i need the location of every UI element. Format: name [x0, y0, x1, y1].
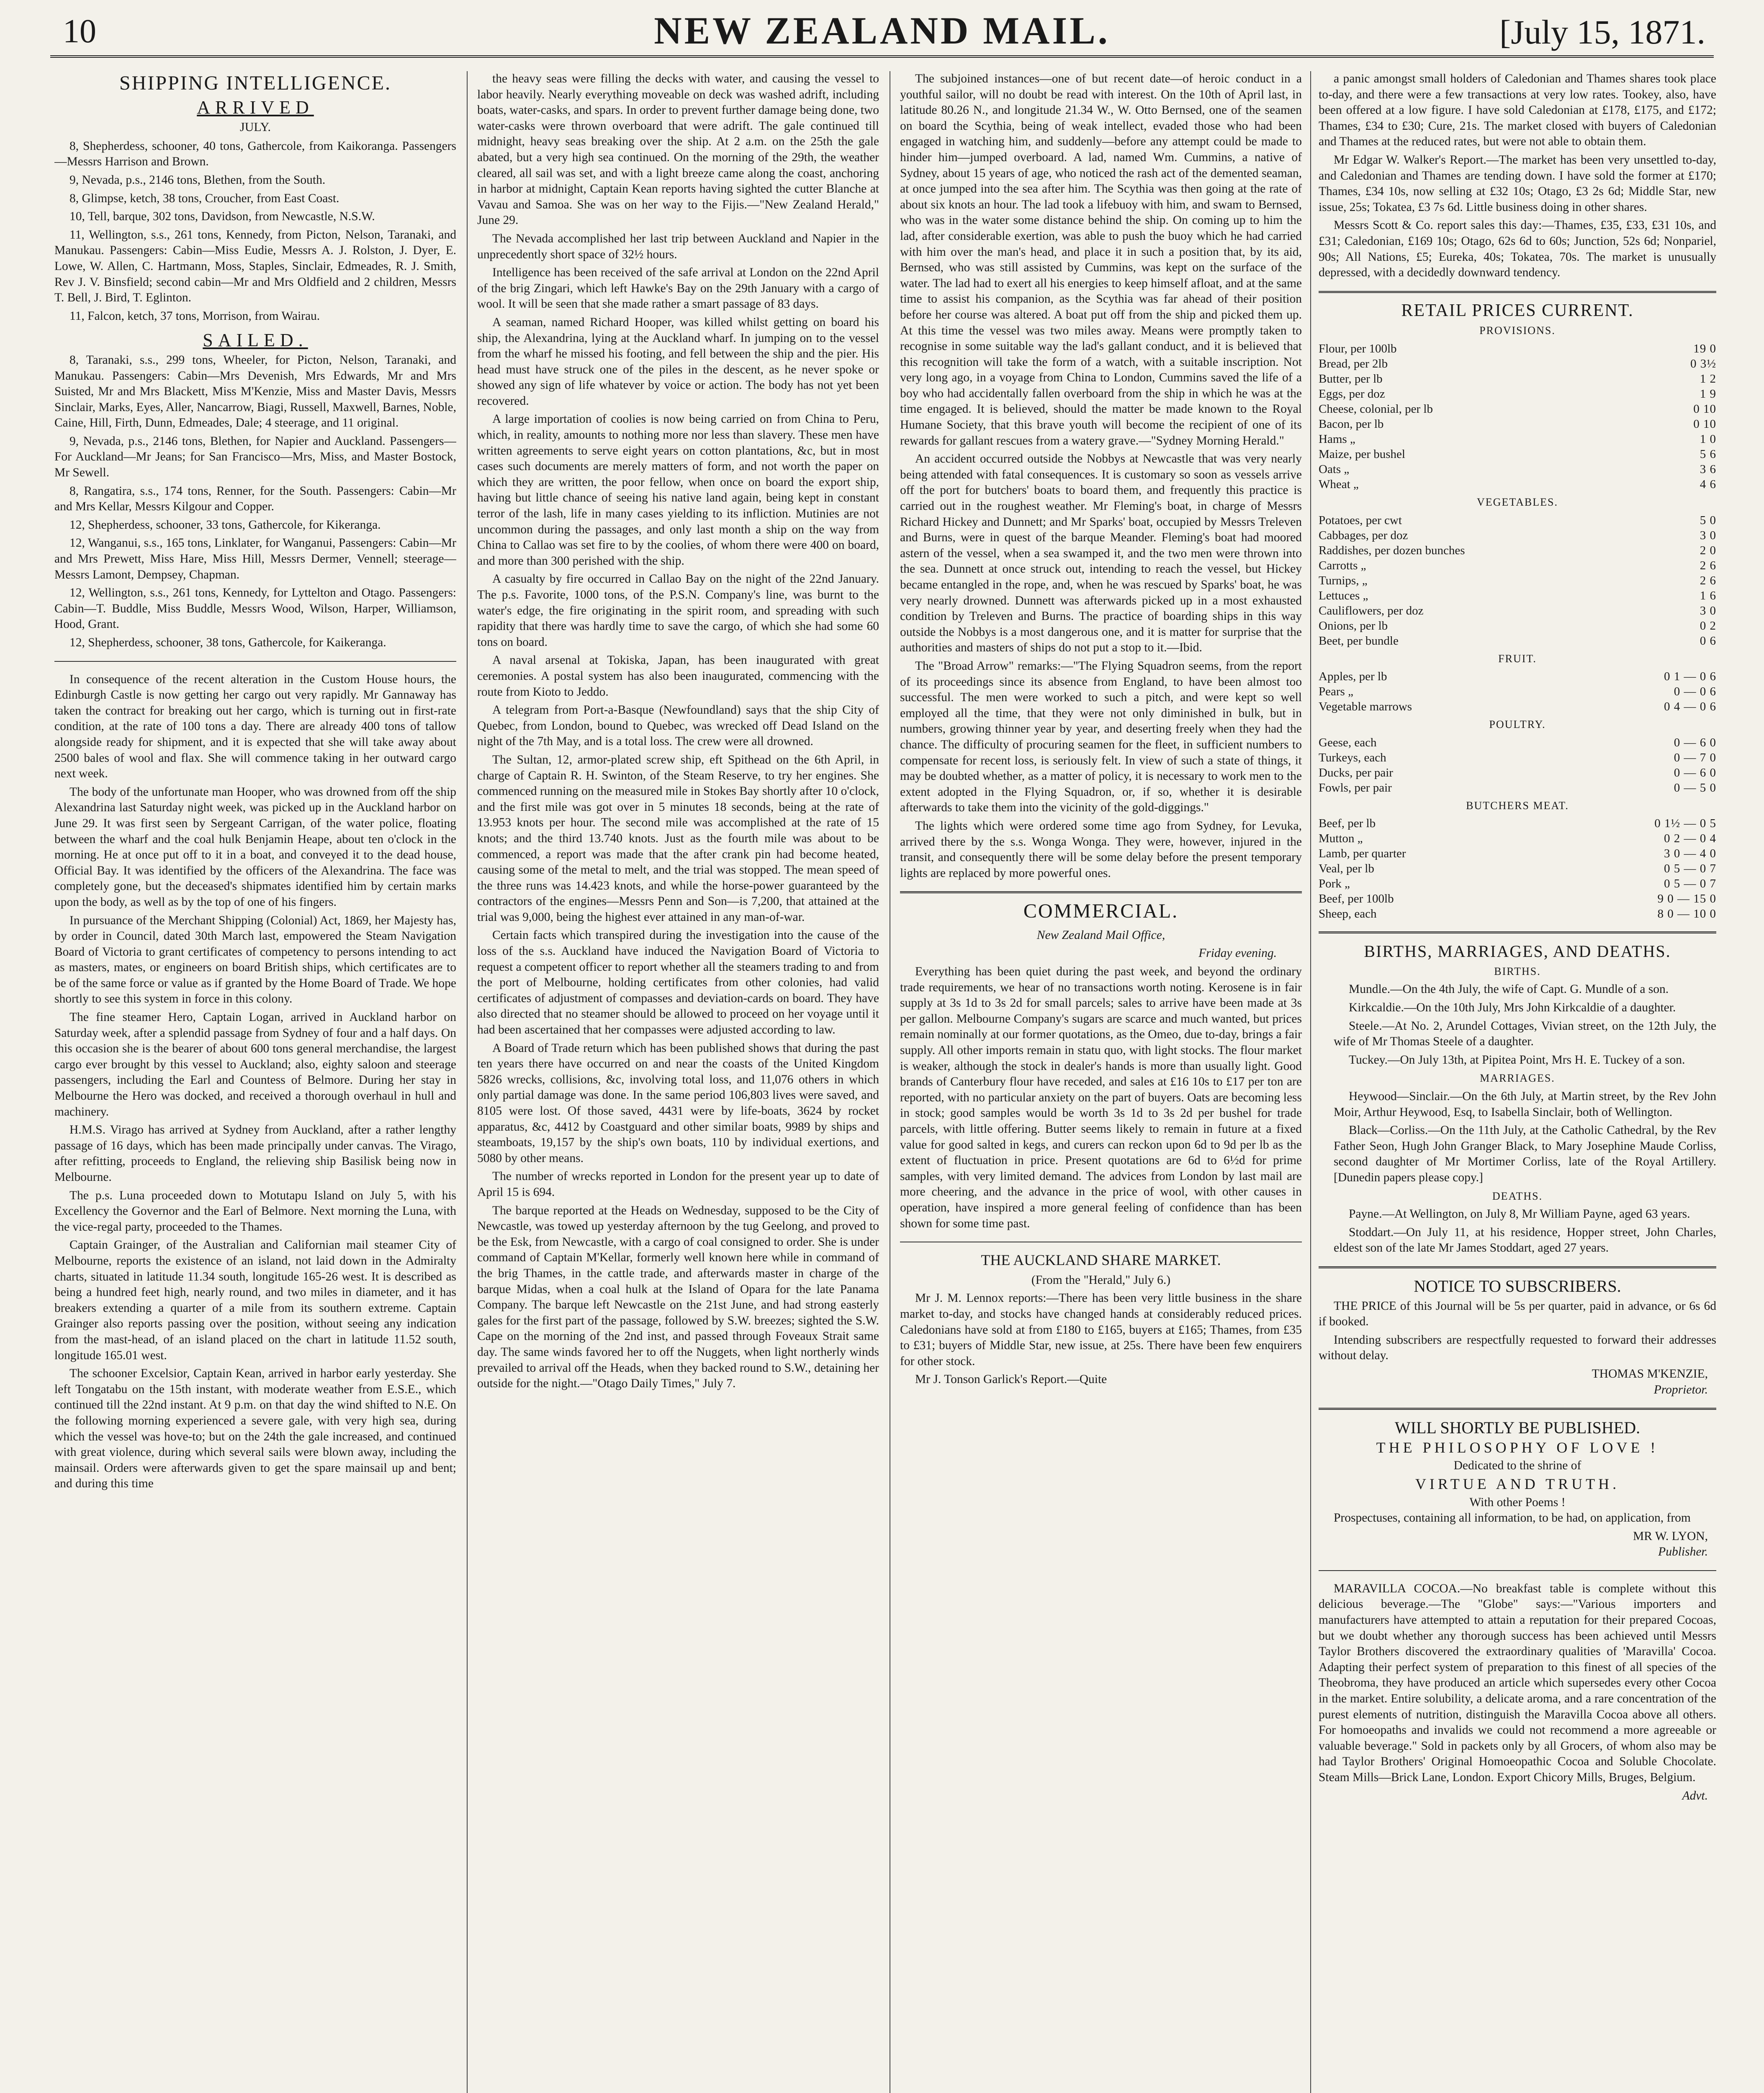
retail-row [1319, 891, 1716, 906]
retail-price: 9 0 — 15 0 [1657, 892, 1716, 906]
retail-item: Mutton „ [1319, 832, 1363, 846]
retail-row [1319, 816, 1716, 831]
divider [1319, 1570, 1716, 1571]
publish-line-2: Dedicated to the shrine of [1453, 1459, 1581, 1473]
retail-price: 1 2 [1700, 372, 1716, 386]
publish-name: MR W. LYON, [1633, 1529, 1708, 1543]
bmd-category: DEATHS. [1492, 1190, 1543, 1202]
arrival-entry: 8, Shepherdess, schooner, 40 tons, Gathercole, from Kaikoranga. Passengers—Messrs Harrison and Brown. [54, 139, 456, 169]
retail-price: 0 2 — 0 4 [1664, 832, 1716, 846]
sailing-entry: 8, Rangatira, s.s., 174 tons, Renner, for the South. Passengers: Cabin—Mr and Mrs Kellar, Messrs Kilgour and Copper. [54, 484, 456, 514]
bmd-title: BIRTHS, MARRIAGES, AND DEATHS. [1364, 942, 1671, 961]
retail-prices-title: RETAIL PRICES CURRENT. [1401, 301, 1634, 320]
shipping-title: SHIPPING INTELLIGENCE. [119, 72, 391, 94]
retail-price-table [1319, 323, 1716, 921]
divider [1319, 931, 1716, 933]
sailing-entry: 12, Wellington, s.s., 261 tons, Kennedy, for Lyttelton and Otago. Passengers: Cabin—T. Buddle, Miss Buddle, Messrs Wood, Wilson, Harper, Williamson, Hood, Grant. [54, 586, 456, 631]
arrival-entry: 8, Glimpse, ketch, 38 tons, Croucher, from East Coast. [69, 191, 339, 205]
retail-item: Beet, per bundle [1319, 634, 1399, 648]
retail-price: 0 5 — 0 7 [1664, 862, 1716, 876]
bmd-notice: Stoddart.—On July 11, at his residence, Hopper street, John Charles, eldest son of the late Mr James Stoddart, aged 27 years. [1334, 1225, 1716, 1255]
retail-price: 5 6 [1700, 447, 1716, 461]
retail-item: Turnips, „ [1319, 573, 1368, 587]
retail-row [1319, 699, 1716, 714]
share-report-paragraph: a panic amongst small holders of Caledonian and Thames shares took place to-day, and there were a few transactions at very low rates. Tookey, also, have been offered at a low figure. I have sold Caledonian at £178, £175, and £172; Thames, £34 to £30; Cure, 21s. The market closed with buyers of Caledonian and Thames at the reduced rates, but were not able to obtain them. [1319, 72, 1716, 149]
news-paragraph: The body of the unfortunate man Hooper, who was drowned from off the ship Alexandrina last Saturday night week, was picked up in the Auckland harbor on June 29. It was first seen by Sergeant Carrigan, of the water police, floating between the wharf and the coal hulk Benjamin Heape, about ten o'clock in the morning. He at once put off to it in a boat, and conveyed it to the dead house, Official Bay. It was identified by the officers of the Alexandrina. The face was completely gone, but the deceased's shipmates identified him by certain marks upon the body, as well as by the top of one of his fingers. [54, 785, 456, 909]
bmd-notice: Steele.—At No. 2, Arundel Cottages, Vivian street, on the 12th July, the wife of Mr Thomas Steele of a daughter. [1334, 1019, 1716, 1049]
retail-row [1319, 386, 1716, 401]
retail-category: VEGETABLES. [1477, 496, 1558, 508]
notice-title: NOTICE TO SUBSCRIBERS. [1414, 1276, 1621, 1296]
retail-item: Hams „ [1319, 432, 1355, 446]
retail-row [1319, 401, 1716, 417]
news-paragraph: A seaman, named Richard Hooper, was killed whilst getting on board his ship, the Alexandrina, lying at the Auckland wharf. In jumping on to the vessel from the wharf he missed his footing, and fell between the ship and the pier. His head must have struck one of the piles in the descent, as he never spoke or showed any sign of life whatever by voice or action. The body has not yet been recovered. [477, 315, 879, 408]
divider [54, 661, 456, 662]
retail-row [1319, 846, 1716, 861]
arrival-entry: 9, Nevada, p.s., 2146 tons, Blethen, from the South. [69, 173, 326, 187]
news-items [477, 71, 879, 1392]
retail-item: Onions, per lb [1319, 619, 1388, 633]
retail-item: Sheep, each [1319, 907, 1377, 921]
notice-text-2: Intending subscribers are respectfully requested to forward their addresses without delay. [1319, 1333, 1716, 1363]
retail-price: 0 3½ [1690, 357, 1716, 370]
share-report-paragraph: Mr Edgar W. Walker's Report.—The market has been very unsettled to-day, and Caledonian and Thames are tending down. I have sold the former at £170; Thames, £34 10s, now selling at £32 10s; Otago, £3 2s 6d; Middle Star, new issue, 25s; Tokatea, £3 7s 6d. Little business doing in other shares. [1319, 153, 1716, 214]
retail-price: 0 10 [1693, 417, 1716, 431]
notice-text: THE PRICE of this Journal will be 5s per quarter, paid in advance, or 6s 6d if booked. [1319, 1299, 1716, 1329]
bmd-category: BIRTHS. [1494, 965, 1541, 977]
news-paragraph: The schooner Excelsior, Captain Kean, arrived in harbor early yesterday. She left Tongatabu on the 15th instant, with moderate weather from E.S.E., which continued till the 22nd instant. At 9 p.m. on that day the wind shifted to N.E. On the following morning experienced a severe gale, with very high sea, during which the vessel was hove-to; but on the 24th the gale increased, and continued with great violence, during which several sails were blown away, including the mainsail. Orders were afterwards given to get the spare mainsail up and bent; and during this time [54, 1367, 456, 1491]
news-paragraph: The barque reported at the Heads on Wednesday, supposed to be the City of Newcastle, was towed up yesterday afternoon by the tug Geelong, and proved to be the Esk, from Newcastle, with a cargo of coal consigned to order. She is under command of Captain M'Kellar, formerly well known here while in command of the brig Thames, in the cattle trade, and afterwards master in charge of the barque Midas, when a coal hulk at the Island of Opara for the late Panama Company. The barque left Newcastle on the 21st June, and had strong easterly gales for the first part of the passage, followed by S.W. breezes; sighted the S.W. Cape on the morning of the 2nd inst, and passed through Foveaux Strait same day. The same winds favored her to off the Nuggets, when light northerly winds prevailed to arrival off the Heads, when they backed round to S.W., detaining her outside for the night.—"Otago Daily Times," July 7. [477, 1203, 879, 1391]
retail-item: Flour, per 100lb [1319, 342, 1397, 355]
arrival-entry: 11, Wellington, s.s., 261 tons, Kennedy, from Picton, Nelson, Taranaki, and Manukau. Passengers: Cabin—Miss Eudie, Messrs A. J. Rolston, J. Dyer, E. Lowe, W. Allen, C. Hartmann, Moss, Staples, Sinclair, Edmeades, R. J. Smith, Rev J. V. Binsfield; second cabin—Mr and Mrs Oldfield and 2 children, Messrs T. Bell, J. Bird, T. Eglinton. [54, 228, 456, 305]
retail-item: Beef, per lb [1319, 817, 1376, 831]
retail-row [1319, 876, 1716, 891]
retail-row [1319, 906, 1716, 921]
share-reports [1319, 71, 1716, 281]
news-items [900, 71, 1302, 881]
bmd-notice: Tuckey.—On July 13th, at Pipitea Point, Mrs H. E. Tuckey of a son. [1349, 1053, 1685, 1067]
share-market-title: THE AUCKLAND SHARE MARKET. [981, 1252, 1221, 1269]
retail-row [1319, 513, 1716, 528]
sailed-list [54, 352, 456, 651]
news-paragraph: A naval arsenal at Tokiska, Japan, has been inaugurated with great ceremonies. A postal system has also been inaugurated, commencing with the route from Kioto to Jeddo. [477, 653, 879, 699]
share-paragraph: Mr J. M. Lennox reports:—There has been very little business in the share market to-day, and stocks have changed hands at considerably reduced prices. Caledonians have sold at from £180 to £165, buyers at £165; Thames, from £35 to £31; buyers of Middle Star, new issue, at 25s. There have been few enquirers for other stock. [900, 1291, 1302, 1368]
retail-row [1319, 765, 1716, 780]
news-paragraph: In consequence of the recent alteration in the Custom House hours, the Edinburgh Castle is now getting her cargo out very rapidly. Mr Gannaway has taken the contract for breaking out her cargo, which is turning out in first-rate condition, at the rate of 100 tons a day. There are already 400 tons of tallow alongside ready for shipment, and it is expected that she will take away about 2500 bales of wool and flax. She will commence taking in her outward cargo next week. [54, 672, 456, 781]
bmd-notice: Kirkcaldie.—On the 10th July, Mrs John Kirkcaldie of a daughter. [1349, 1001, 1676, 1015]
retail-price: 2 6 [1700, 558, 1716, 572]
arrival-entry: 11, Falcon, ketch, 37 tons, Morrison, from Wairau. [69, 309, 320, 323]
retail-price: 1 9 [1700, 387, 1716, 401]
publish-line-1: THE PHILOSOPHY OF LOVE ! [1376, 1439, 1659, 1456]
column-rule [467, 71, 468, 2093]
retail-row [1319, 603, 1716, 618]
retail-row [1319, 684, 1716, 699]
cocoa-advert: MARAVILLA COCOA.—No breakfast table is complete without this delicious beverage.—The "Globe" says:—"Various importers and manufacturers have attempted to attain a reputation for their prepared Cocoas, but we doubt whether any thorough success has been achieved until Messrs Taylor Brothers discovered the extraordinary qualities of 'Maravilla' Cocoa. Adapting their perfect system of preparation to this finest of all species of the Theobroma, they have produced an article which supersedes every other Cocoa in the market. Entire solubility, a delicate aroma, and a rare concentration of the purest elements of nutrition, distinguish the Maravilla Cocoa above all others. For homoeopaths and invalids we could not recommend a more agreeable or valuable beverage." Sold in packets only by all Grocers, of whom also may be had Taylor Brothers' Original Homoeopathic Cocoa and Soluble Chocolate. Steam Mills—Brick Lane, London. Export Chicory Mills, Bruges, Belgium. [1319, 1581, 1716, 1784]
retail-item: Eggs, per doz [1319, 387, 1385, 401]
news-paragraph: The "Broad Arrow" remarks:—"The Flying Squadron seems, from the report of its proceedings since its absence from England, to have been almost too successful. The men were worked to such a pitch, and were kept so well employed all the time, that they were not only diminished in bulk, but in numbers, growing thinner year by year, and deserting freely when they had the chance. The difficulty of procuring seamen for the fleet, in sufficient numbers to compensate for recent loss, is seriously felt. In view of such a state of things, it may be doubted whether, as a matter of policy, it is necessary to work men to the extent adopted in the Flying Squadron, or, if so, whether it is desirable afterwards to take them into the vicinity of the gold-diggings." [900, 659, 1302, 815]
column-rule [1310, 71, 1311, 2093]
retail-row [1319, 341, 1716, 356]
arrived-list [54, 139, 456, 324]
news-paragraph: The Nevada accomplished her last trip between Auckland and Napier in the unprecedently short space of 32½ hours. [477, 231, 879, 261]
retail-item: Turkeys, each [1319, 751, 1386, 764]
retail-price: 5 0 [1700, 513, 1716, 527]
share-market-subtitle: (From the "Herald," July 6.) [1031, 1273, 1171, 1287]
notice-role: Proprietor. [1653, 1383, 1708, 1396]
sailing-entry: 12, Shepherdess, schooner, 33 tons, Gathercole, for Kikeranga. [69, 518, 381, 532]
shipping-news [54, 672, 456, 1492]
retail-row [1319, 780, 1716, 795]
bmd-notice: Mundle.—On the 4th July, the wife of Capt. G. Mundle of a son. [1349, 982, 1669, 996]
publish-line-4: With other Poems ! [1469, 1495, 1566, 1509]
sailing-entry: 12, Wanganui, s.s., 165 tons, Linklater, for Wanganui, Passengers: Cabin—Mr and Mrs Prewett, Miss Hare, Miss Hill, Messrs Dermer, Vennell; steerage—Messrs Lamont, Dempsey, Chapman. [54, 536, 456, 581]
notice-signatory: THOMAS M'KENZIE, [1592, 1367, 1708, 1381]
sailed-heading: SAILED. [203, 330, 308, 351]
news-paragraph: The number of wrecks reported in London for the present year up to date of April 15 is 694. [477, 1170, 879, 1199]
news-paragraph: In pursuance of the Merchant Shipping (Colonial) Act, 1869, her Majesty has, by order in Council, dated 30th March last, empowered the Steam Navigation Board of Victoria to grant certificates of competency to persons intending to act as masters, mates, or engineers on board British ships, which certificates are to be of the same force or value as if granted by the Home Board of Trade. We hope shortly to see this system in force in this colony. [54, 913, 456, 1006]
arrived-heading: ARRIVED [197, 97, 314, 118]
news-paragraph: Certain facts which transpired during the investigation into the cause of the loss of the s.s. Auckland have induced the Navigation Board of Victoria to request a competent officer to report whether all the steamers trading to and from the port of Melbourne, holding certificates from other colonies, had valid certificates of adjustment of compasses and deviation-cards on board. They have also directed that no steamer should be allowed to proceed on her voyage until it had been ascertained that her compasses were adjusted according to law. [477, 928, 879, 1037]
retail-row [1319, 356, 1716, 371]
retail-row [1319, 528, 1716, 543]
news-paragraph: A large importation of coolies is now being carried on from China to Peru, which, in reality, amounts to nothing more nor less than slavery. These men have written agreements to serve eight years on cotton plantations, &c, but in most cases such documents are merely matters of form, and not worth the paper on which they are written, the poor fellow, when once on board the export ship, having but little chance of seeing his native land again, being kept in constant terror of the lash, life in many cases yielding to its infliction. Mutinies are not uncommon during the passages, and only last month a ship on the way from China to Callao was set fire to by the coolies, of whom there were 400 on board, and more than 300 perished with the ship. [477, 412, 879, 568]
divider [1319, 291, 1716, 293]
sailing-entry: 12, Shepherdess, schooner, 38 tons, Gathercole, for Kaikeranga. [69, 636, 386, 649]
retail-item: Lamb, per quarter [1319, 847, 1406, 861]
share-paragraph: Mr J. Tonson Garlick's Report.—Quite [915, 1373, 1107, 1386]
retail-price: 3 0 [1700, 528, 1716, 542]
retail-row [1319, 588, 1716, 603]
retail-item: Wheat „ [1319, 477, 1359, 491]
retail-row [1319, 447, 1716, 462]
retail-row [1319, 861, 1716, 876]
retail-item: Ducks, per pair [1319, 766, 1393, 779]
bmd-notice: Black—Corliss.—On the 11th July, at the Catholic Cathedral, by the Rev Father Seon, Hugh John Granger Black, to Mary Josephine Maude Corliss, second daughter of Mr Mortimer Corliss, late of the Royal Artillery. [Dunedin papers please copy.] [1334, 1124, 1716, 1184]
masthead [50, 8, 1714, 50]
retail-row [1319, 543, 1716, 558]
divider [1319, 1266, 1716, 1268]
retail-item: Raddishes, per dozen bunches [1319, 543, 1465, 557]
column-2 [477, 71, 879, 2093]
bmd-notice: Payne.—At Wellington, on July 8, Mr William Payne, aged 63 years. [1349, 1207, 1690, 1221]
retail-row [1319, 633, 1716, 648]
share-report-paragraph: Messrs Scott & Co. report sales this day:—Thames, £35, £33, £31 10s, and £31; Caledonian, £169 10s; Otago, 62s 6d to 60s; Junction, 52s 6d; Nonpariel, 90s; All Nations, £5; Eureka, 40s; Tokatea, 70s. The market is unusually depressed, with a decidedly downward tendency. [1319, 219, 1716, 280]
retail-price: 0 4 — 0 6 [1664, 700, 1716, 714]
retail-price: 8 0 — 10 0 [1657, 907, 1716, 921]
retail-item: Potatoes, per cwt [1319, 513, 1402, 527]
column-1 [54, 71, 456, 2093]
divider [900, 891, 1302, 893]
retail-item: Butter, per lb [1319, 372, 1383, 386]
retail-row [1319, 831, 1716, 846]
retail-item: Geese, each [1319, 735, 1377, 749]
retail-price: 1 0 [1700, 432, 1716, 446]
retail-item: Cheese, colonial, per lb [1319, 402, 1433, 416]
retail-item: Bacon, per lb [1319, 417, 1384, 431]
advert-tag: Advt. [1682, 1789, 1708, 1802]
arrived-month: JULY. [240, 120, 271, 134]
arrival-entry: 10, Tell, barque, 302 tons, Davidson, from Newcastle, N.S.W. [69, 210, 375, 224]
commercial-text [900, 964, 1302, 1232]
retail-price: 3 0 [1700, 604, 1716, 617]
news-paragraph: Captain Grainger, of the Australian and Californian mail steamer City of Melbourne, reports the existence of an island, not laid down in the Admiralty charts, situated in latitude 11.34 south, longitude 165-26 west. It is described as being a hundred feet high, nearly round, and two miles in diameter, and it has breakers extending a quarter of a mile from its southern extreme. Captain Grainger also reports passing over the position, without seeing any indication from the mast-head, of an island placed on the chart in latitude 11.52 south, longitude 165.01 west. [54, 1238, 456, 1362]
retail-price: 3 6 [1700, 462, 1716, 476]
retail-item: Maize, per bushel [1319, 447, 1405, 461]
retail-item: Carrotts „ [1319, 558, 1366, 572]
news-paragraph: A telegram from Port-a-Basque (Newfoundland) says that the ship City of Quebec, from London, bound to Quebec, was wrecked off Dead Island on the night of the 7th May, and is a total loss. The crew were all drowned. [477, 703, 879, 748]
divider [1319, 1408, 1716, 1410]
retail-item: Pears „ [1319, 685, 1353, 699]
news-paragraph: The lights which were ordered some time ago from Sydney, for Levuka, arrived there by the s.s. Wonga Wonga. They were, however, injured in the transit, and consequently there will be some delay before the present temporary lights are replaced by more powerful ones. [900, 819, 1302, 880]
retail-price: 1 6 [1700, 589, 1716, 602]
retail-item: Lettuces „ [1319, 589, 1368, 602]
news-paragraph: The subjoined instances—one of but recent date—of heroic conduct in a youthful sailor, will no doubt be read with interest. On the 10th of April last, in latitude 80.26 N., and longitude 21.34 W., W. Otto Bernsed, one of the seamen on board the Scythia, being of weak intellect, evaded those who had been engaged in watching him, and suddenly—before any attempt could be made to hinder him—jumped overboard. A lad, named Wm. Cummins, a native of Sydney, about 15 years of age, who noticed the rash act of the demented seaman, at once jumped into the sea after him. The Scythia was then going at the rate of about six knots an hour. The lad took a lifebuoy with him, and swam to Bernsed, who was in the water some distance behind the ship. On coming up to him the lad, after considerable exertion, was able to push the buoy which he had carried with him over the man's head, and place it in such a position that, by its aid, Bernsed, who was still assisted by Cummins, was kept on the surface of the water. The lad had to exert all his energies to keep himself afloat, and at the same time to assist his companion, as the Scythia was far ahead of their position before her course was altered. A boat put off from the ship and picked them up. At this time the vessel was two miles away. Means were promptly taken to recognise in some suitable way the lad's gallant conduct, and it is believed that this recognition will take the form of a watch, with a suitable inscription. Not very long ago, in a voyage from China to London, Cummins saved the life of a boy who had accidentally fallen overboard from the ship in which he was at the time engaged. It is believed, should the matter be made known to the Royal Humane Society, that this brave youth will become the recipient of one of its rewards for gallant rescues from a watery grave.—"Sydney Morning Herald." [900, 72, 1302, 447]
commercial-dateline: New Zealand Mail Office, [1036, 928, 1165, 942]
retail-item: Fowls, per pair [1319, 781, 1392, 795]
retail-price: 3 0 — 4 0 [1664, 847, 1716, 861]
news-paragraph: the heavy seas were filling the decks with water, and causing the vessel to labor heavily. Nearly everything moveable on deck was washed adrift, including boats, water-casks, and spars. In order to prevent further damage being done, two water-casks were thrown overboard that were adrift. The gale continued till midnight, heavy seas breaking over the ship. At 2 a.m. on the 25th the gale abated, but a very high sea continued. On the morning of the 29th, the weather cleared, all sail was set, and with a light breeze came along the coast, anchoring in harbor at midnight, Captain Kean reports having sighted the cutter Blanche at Vavau and Samoa. She was on her way to the Fijis.—"New Zealand Herald," June 29. [477, 72, 879, 227]
retail-row [1319, 750, 1716, 765]
retail-price: 0 — 7 0 [1674, 751, 1716, 764]
column-3 [900, 71, 1302, 2093]
retail-item: Veal, per lb [1319, 862, 1374, 876]
page-number: 10 [63, 13, 96, 50]
retail-row [1319, 432, 1716, 447]
publish-text: Prospectuses, containing all information, to be had, on application, from [1334, 1511, 1691, 1525]
bmd-category: MARRIAGES. [1480, 1072, 1555, 1085]
retail-row [1319, 618, 1716, 633]
sailing-entry: 8, Taranaki, s.s., 299 tons, Wheeler, for Picton, Nelson, Taranaki, and Manukau. Passengers: Cabin—Mrs Devenish, Mrs Edwards, Mr and Mrs Suisted, Mr and Mrs Blackett, Miss M'Kenzie, Miss and Master Davis, Messrs Sinclair, Marks, Eyes, Aller, Nancarrow, Biagi, Russell, Maxwell, Barnes, Noble, Caine, Hill, Firth, Dunn, Edmeades, Dale; 4 steerage, and 11 original. [54, 353, 456, 430]
retail-row [1319, 669, 1716, 684]
retail-category: PROVISIONS. [1479, 324, 1556, 337]
news-paragraph: Intelligence has been received of the safe arrival at London on the 22nd April of the brig Zingari, which left Hawke's Bay on the 29th January with a cargo of wool. It will be seen that she made rather a smart passage of 83 days. [477, 266, 879, 311]
retail-item: Oats „ [1319, 462, 1350, 476]
bmd-list [1319, 964, 1716, 1256]
column-4 [1319, 71, 1716, 2093]
retail-row [1319, 735, 1716, 750]
news-paragraph: An accident occurred outside the Nobbys at Newcastle that was very nearly being attended with fatal consequences. It is customary so soon as vessels arrive off the port for butchers' boats to board them, and frequently this practice is carried out in the roughest weather. Mr Fleming's boat, in charge of Messrs Richard Hickey and Dunnett; and Mr Sparks' boat, occupied by Messrs Treleven and Burns, were in quest of the barque Meander. Fleming's boat had moored astern of the vessel, when a sea swamped it, and the two men were thrown into the sea. Dunnett at once struck out, intending to reach the vessel, but Hickey became entangled in the rope, and, when he was rescued by Sparks' boat, he was very nearly drowned. Dunnett was afterwards picked up in a most exhausted condition by Treleven and Burns. The practice of boarding ships in this way outside the Nobbys is a most dangerous one, and it is matter for surprise that the authorities and masters of ships do not put a stop to it.—Ibid. [900, 452, 1302, 655]
retail-price: 0 — 0 6 [1674, 685, 1716, 699]
retail-price: 0 — 5 0 [1674, 781, 1716, 795]
news-paragraph: H.M.S. Virago has arrived at Sydney from Auckland, after a rather lengthy passage of 16 days, which has been made principally under canvas. The Virago, after refitting, proceeds to England, the relieving ship Basilisk being now in Melbourne. [54, 1123, 456, 1184]
news-paragraph: The Sultan, 12, armor-plated screw ship, eft Spithead on the 6th April, in charge of Captain R. H. Swinton, of the Steam Reserve, to try her engines. She commenced running on the measured mile in Stokes Bay shortly after 10 o'clock, and the first mile was got over in 5 minutes 18 seconds, being at the rate of 13.953 knots per hour. The second mile was accomplished at the rate of 15 knots; and the third 13.740 knots. Just as the fourth mile was about to be commenced, a report was made that the after crank pin had become heated, causing some of the metal to melt, and the trial was stopped. The mean speed of the three runs was 14.423 knots, and while the horse-power guaranteed by the contractors of the engines—Messrs Penn and Son—is 7,200, that attained at the trial was 9,000, being the highest ever attained in any man-of-war. [477, 753, 879, 924]
retail-price: 0 2 [1700, 619, 1716, 633]
retail-price: 2 0 [1700, 543, 1716, 557]
bmd-notice: Heywood—Sinclair.—On the 6th July, at Martin street, by the Rev John Moir, Arthur Heywood, Esq, to Isabella Sinclair, both of Wellington. [1334, 1090, 1716, 1119]
sailing-entry: 9, Nevada, p.s., 2146 tons, Blethen, for Napier and Auckland. Passengers—For Auckland—Mr Jeans; for San Francisco—Mrs, Miss, and Master Bostock, Mr Sewell. [54, 434, 456, 480]
retail-price: 0 — 6 0 [1674, 766, 1716, 779]
commercial-dateline-2: Friday evening. [1198, 946, 1277, 960]
news-paragraph: The fine steamer Hero, Captain Logan, arrived in Auckland harbor on Saturday week, after a splendid passage from Sydney of four and a half days. On this occasion she is the bearer of about 600 tons general merchandise, the largest cargo ever brought by this vessel to Auckland; also, eighty saloon and steerage passengers, including the Earl and Countess of Belmore. During her stay in Melbourne the Hero was docked, and received a thorough overhaul in hull and machinery. [54, 1011, 456, 1118]
retail-price: 0 6 [1700, 634, 1716, 648]
publish-title: WILL SHORTLY BE PUBLISHED. [1394, 1418, 1641, 1437]
retail-item: Pork „ [1319, 877, 1350, 891]
retail-item: Bread, per 2lb [1319, 357, 1388, 370]
retail-category: POULTRY. [1489, 718, 1546, 731]
retail-price: 2 6 [1700, 573, 1716, 587]
masthead-rule [50, 55, 1714, 58]
issue-date: [July 15, 1871. [1499, 13, 1705, 51]
commercial-title: COMMERCIAL. [1023, 900, 1179, 923]
publish-role: Publisher. [1658, 1545, 1708, 1559]
commercial-paragraph: Everything has been quiet during the past week, and beyond the ordinary trade requirements, we hear of no transactions worth noting. Kerosene is in fair supply at 3s 1d to 3s 2d for small parcels; sales to arrive have been made at 3s per gallon. Melbourne Company's sugars are scarce and much wanted, but prices remain nominally at our former quotations, as the Omeo, due to-day, brings a fair supply. All other imports remain in statu quo, with light stocks. The flour market is weaker, although the stock in dealer's hands is more than usually light. Good brands of Canterbury flour have receded, and sales at £16 10s to £17 per ton are reported, with no particular anxiety on the part of buyers. Oats are becoming less in stock; good samples would be worth 3s 1d to 3s 2d per bushel for trade parcels, with little offering. Butter seems likely to remain in future at a fixed value for good salted in kegs, and curers can reckon upon 6d to 9d per lb as the extent of fluctuation in price. Present quotations are 6d to 6½d for prime samples, with very limited demand. The advices from London by last mail are more cheering, and the advance in the price of wool, with other causes in operation, have inspired a more general feeling of confidence than has been shown for some time past. [900, 965, 1302, 1230]
share-market-text [900, 1291, 1302, 1388]
retail-price: 0 1½ — 0 5 [1654, 817, 1716, 831]
retail-price: 19 0 [1693, 342, 1716, 355]
retail-item: Apples, per lb [1319, 670, 1387, 684]
retail-price: 0 5 — 0 7 [1664, 877, 1716, 891]
retail-row [1319, 462, 1716, 477]
newspaper-title: NEW ZEALAND MAIL. [654, 9, 1110, 52]
retail-row [1319, 371, 1716, 386]
news-paragraph: A casualty by fire occurred in Callao Bay on the night of the 22nd January. The p.s. Favorite, 1000 tons, of the P.S.N. Company's line, was burnt to the water's edge, the fire originating in the spirit room, and spreading with such rapidity that there was hardly time to save the cargo, of which she had some 60 tons on board. [477, 572, 879, 649]
publish-line-3: VIRTUE AND TRUTH. [1415, 1475, 1620, 1492]
retail-category: BUTCHERS MEAT. [1466, 799, 1569, 812]
retail-item: Cabbages, per doz [1319, 528, 1408, 542]
retail-price: 0 10 [1693, 402, 1716, 416]
news-paragraph: A Board of Trade return which has been published shows that during the past ten years there have occurred on and near the coasts of the United Kingdom 5826 wrecks, collisions, &c, involving total loss, and 11,076 others in which only partial damage was done. In the same period 106,803 lives were saved, and 8105 were lost. Of those saved, 4431 were by life-boats, 3624 by rocket apparatus, &c, 4412 by Coastguard and other similar boats, 9989 by ships and steamboats, 19,157 by the ship's own boats, 110 by individual exertions, and 5080 by other means. [477, 1041, 879, 1165]
retail-item: Vegetable marrows [1319, 700, 1412, 714]
retail-item: Beef, per 100lb [1319, 892, 1394, 906]
retail-row [1319, 417, 1716, 432]
retail-row [1319, 477, 1716, 492]
retail-row [1319, 558, 1716, 573]
retail-item: Cauliflowers, per doz [1319, 604, 1424, 617]
retail-row [1319, 573, 1716, 588]
retail-price: 0 1 — 0 6 [1664, 670, 1716, 684]
retail-price: 4 6 [1700, 477, 1716, 491]
retail-category: FRUIT. [1498, 652, 1537, 665]
news-paragraph: The p.s. Luna proceeded down to Motutapu Island on July 5, with his Excellency the Governor and the Earl of Belmore. Next morning the Luna, with the vice-regal party, proceeded to the Thames. [54, 1188, 456, 1234]
retail-price: 0 — 6 0 [1674, 735, 1716, 749]
